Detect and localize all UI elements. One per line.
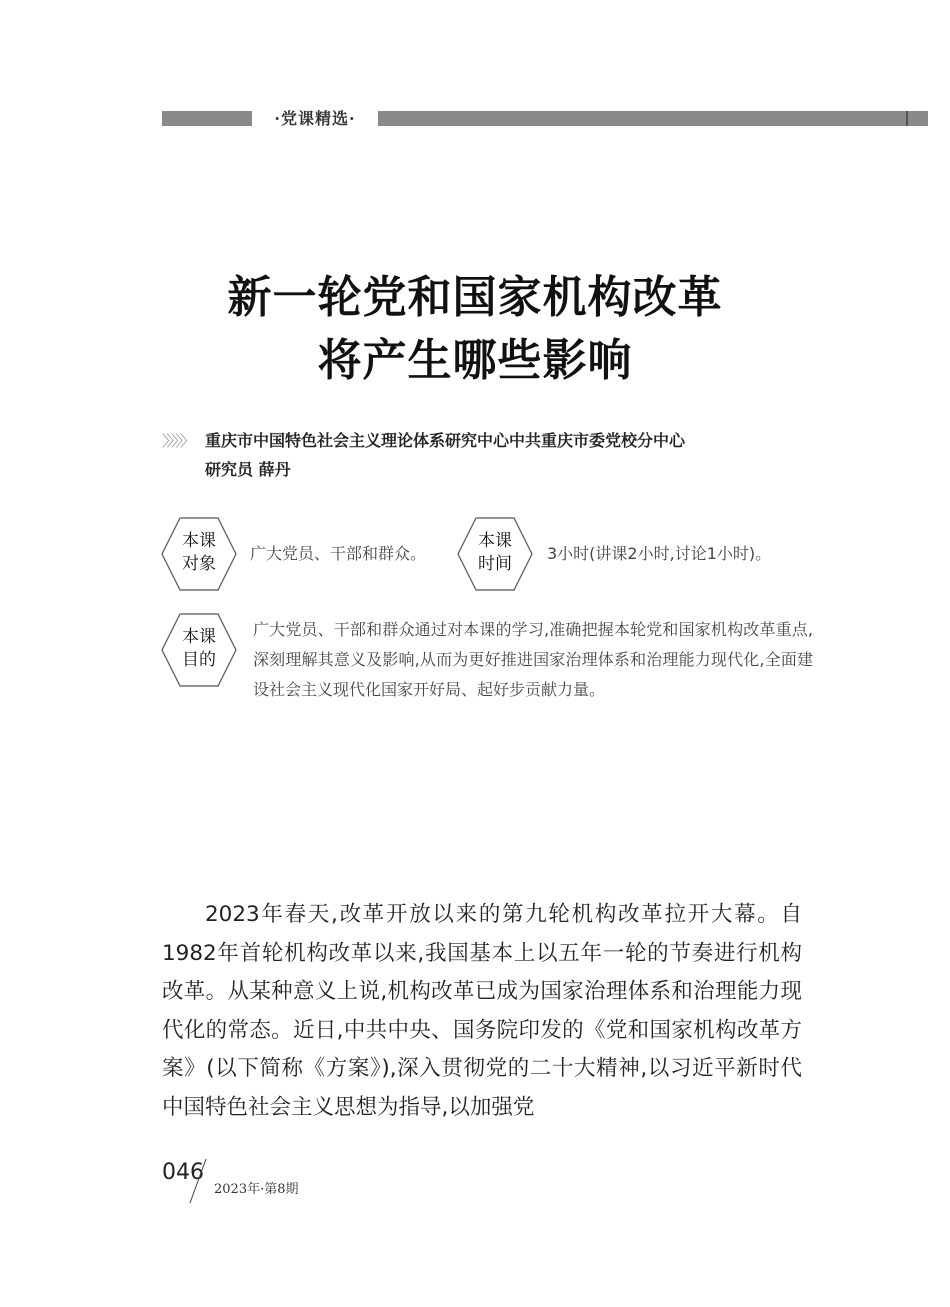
author-name: 研究员 薛丹	[205, 460, 291, 479]
page-title-line-1: 新一轮党和国家机构改革	[227, 272, 723, 323]
audience-text: 广大党员、干部和群众。	[250, 544, 427, 563]
author-affiliation: 重庆市中国特色社会主义理论体系研究中心中共重庆市委党校分中心	[205, 431, 686, 450]
audience-badge-line-2: 对象	[182, 554, 216, 574]
footer-slash-divider	[188, 1157, 208, 1209]
purpose-text: 广大党员、干部和群众通过对本课的学习,准确把握本轮党和国家机构改革重点,深刻理解其意义及影响,从而为更好推进国家治理体系和治理能力现代化,全面建设社会主义现代化国家开好局、起好步贡献力量。	[253, 620, 813, 699]
purpose-badge	[161, 613, 237, 687]
section-bar-left	[162, 111, 252, 126]
purpose-badge-line-2: 目的	[182, 650, 216, 670]
audience-badge-line-1: 本课	[182, 531, 216, 551]
issue-label: 2023年·第8期	[214, 1182, 299, 1197]
page-number: 046	[162, 1160, 204, 1185]
author-marker: 〉〉〉〉〉	[162, 432, 193, 450]
section-bar-tick	[906, 111, 908, 126]
page-title-line-2: 将产生哪些影响	[317, 335, 633, 386]
duration-badge-line-2: 时间	[478, 554, 512, 574]
section-label: ·党课精选·	[274, 109, 356, 128]
audience-badge	[161, 517, 237, 591]
duration-badge	[457, 517, 533, 591]
duration-text: 3小时(讲课2小时,讨论1小时)。	[547, 544, 772, 563]
body-paragraph: 2023年春天,改革开放以来的第九轮机构改革拉开大幕。自1982年首轮机构改革以来,我国基本上以五年一轮的节奏进行机构改革。从某种意义上说,机构改革已成为国家治理体系和治理能力现代化的常态。近日,中共中央、国务院印发的《党和国家机构改革方案》(以下简称《方案》),深入贯彻党的二十大精神,以习近平新时代中国特色社会主义思想为指导,以加强党	[162, 902, 802, 1120]
purpose-badge-line-1: 本课	[182, 627, 216, 647]
section-bar-right	[378, 111, 928, 126]
duration-badge-line-1: 本课	[478, 531, 512, 551]
